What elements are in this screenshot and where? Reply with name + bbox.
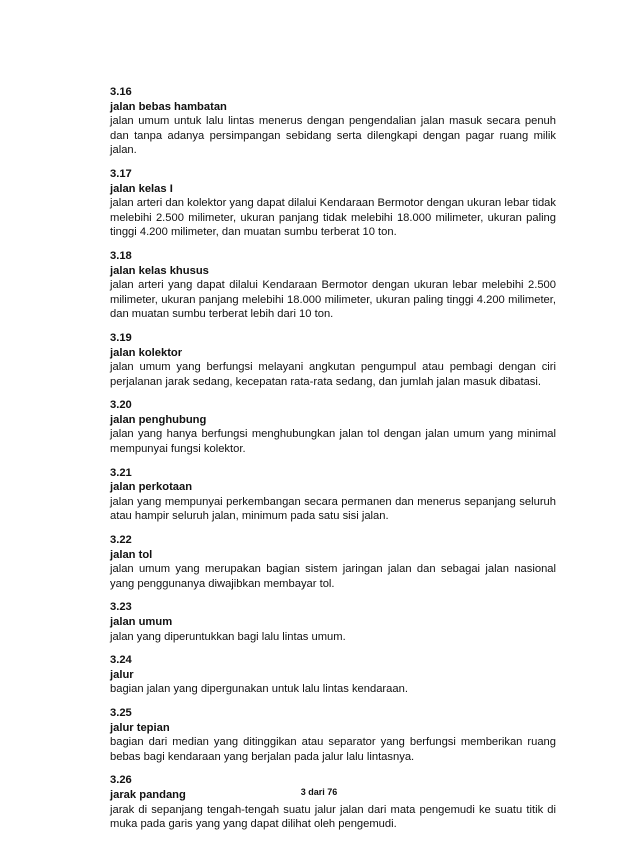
entry-definition: jalan yang mempunyai perkembangan secara permanen dan menerus sepanjang seluruh atau hampir seluruh jalan, minimum pada satu sisi jalan. — [110, 495, 556, 523]
entry-number: 3.21 — [110, 466, 132, 479]
entry-term: jalan tol — [110, 548, 153, 561]
entry-number: 3.23 — [110, 601, 132, 614]
definition-entry-3-25 — [110, 706, 556, 764]
entry-number: 3.22 — [110, 534, 132, 547]
definitions-list — [110, 85, 556, 841]
entry-definition: jalan umum yang merupakan bagian sistem jaringan jalan dan sebagai jalan nasional yang penggunanya diwajibkan membayar tol. — [110, 563, 556, 590]
entry-definition: jalan yang hanya berfungsi menghubungkan jalan tol dengan jalan umum yang minimal mempunyai fungsi kolektor. — [110, 428, 556, 456]
entry-definition: jarak di sepanjang tengah-tengah suatu jalur jalan dari mata pengemudi ke suatu titik di muka pada garis yang yang dapat dilihat oleh pengemudi. — [110, 803, 556, 831]
entry-term: jarak pandang — [110, 788, 186, 801]
definition-entry-3-24 — [110, 653, 556, 697]
definition-entry-3-16 — [110, 85, 556, 158]
definition-entry-3-21 — [110, 466, 556, 524]
entry-number: 3.26 — [110, 774, 132, 787]
entry-number: 3.16 — [110, 86, 132, 98]
entry-number: 3.24 — [110, 654, 132, 667]
entry-term: jalur tepian — [110, 721, 170, 734]
definition-entry-3-17 — [110, 167, 556, 240]
definition-entry-3-20 — [110, 398, 556, 456]
entry-term: jalan kelas khusus — [110, 264, 209, 277]
page-number-footer: 3 dari 76 — [300, 787, 338, 797]
entry-definition: jalan umum untuk lalu lintas menerus dengan pengendalian jalan masuk secara penuh dan tanpa adanya persimpangan sebidang serta dilengkapi dengan pagar ruang milik jalan. — [110, 115, 556, 157]
definition-entry-3-22 — [110, 533, 556, 591]
definition-entry-3-18 — [110, 249, 556, 322]
entry-term: jalan penghubung — [110, 413, 207, 426]
entry-definition: jalan umum yang berfungsi melayani angkutan pengumpul atau pembagi dengan ciri perjalanan jarak sedang, kecepatan rata-rata sedang, dan jumlah jalan masuk dibatasi. — [110, 361, 556, 388]
entry-term: jalan perkotaan — [110, 481, 193, 494]
definition-entry-3-19 — [110, 331, 556, 389]
definition-entry-3-26 — [110, 773, 556, 831]
entry-term: jalan kelas I — [110, 182, 173, 195]
entry-number: 3.17 — [110, 167, 132, 180]
entry-definition: bagian dari median yang ditinggikan atau separator yang berfungsi memberikan ruang bebas bagi kendaraan yang berjalan pada jalur lalu lintasnya. — [110, 736, 556, 763]
entry-number: 3.18 — [110, 249, 132, 262]
entry-number: 3.25 — [110, 706, 132, 719]
entry-number: 3.20 — [110, 399, 132, 412]
entry-definition: jalan yang diperuntukkan bagi lalu lintas umum. — [110, 630, 346, 643]
entry-term: jalan umum — [110, 616, 173, 628]
entry-term: jalan bebas hambatan — [110, 100, 227, 113]
definition-entry-3-23 — [110, 600, 556, 644]
entry-definition: bagian jalan yang dipergunakan untuk lalu lintas kendaraan. — [110, 683, 408, 696]
entry-definition: jalan arteri dan kolektor yang dapat dilalui Kendaraan Bermotor dengan ukuran lebar tidak melebihi 2.500 milimeter, ukuran panjang tidak melebihi 18.000 milimeter, ukuran paling tinggi 4.200 milimeter, dan muatan sumbu terberat 10 ton. — [110, 197, 556, 239]
entry-number: 3.19 — [110, 331, 132, 344]
entry-term: jalan kolektor — [110, 346, 183, 359]
entry-definition: jalan arteri yang dapat dilalui Kendaraan Bermotor dengan ukuran lebar melebihi 2.500 milimeter, ukuran panjang melebihi 18.000 milimeter, ukuran paling tinggi 4.200 milimeter, dan muatan sumbu terberat lebih dari 10 ton. — [110, 279, 556, 321]
entry-term: jalur — [110, 668, 134, 681]
